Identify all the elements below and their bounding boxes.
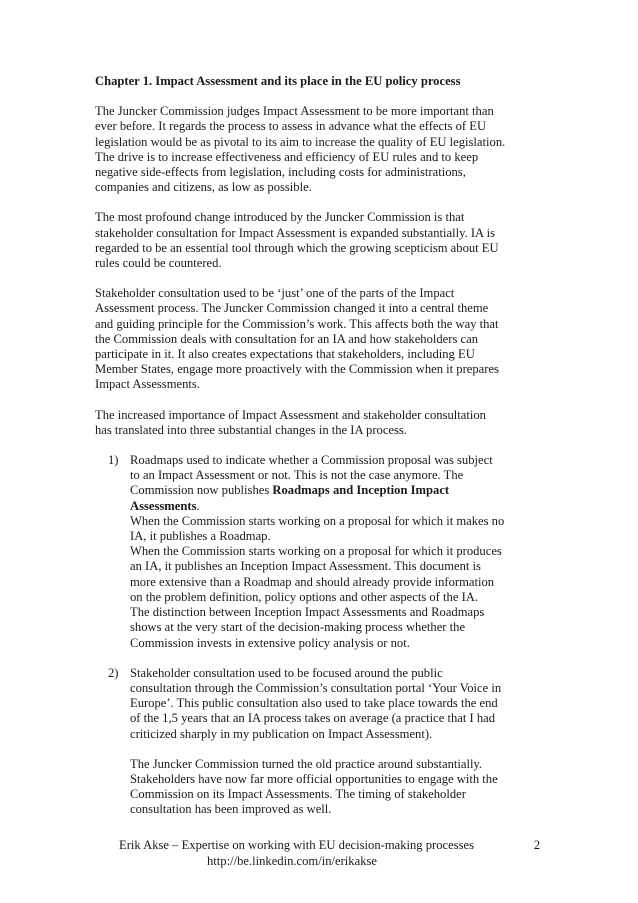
- paragraph-1: [95, 104, 550, 195]
- paragraph-line: The Juncker Commission judges Impact Assessment to be more important than: [95, 104, 494, 119]
- list-line: Stakeholder consultation used to be focused around the public: [130, 665, 443, 680]
- paragraph-line: rules could be countered.: [95, 256, 222, 271]
- list-text: Commission now publishes: [130, 483, 273, 498]
- list-line: Roadmaps used to indicate whether a Commission proposal was subject: [130, 453, 493, 468]
- paragraph-line: The most profound change introduced by the Juncker Commission is that: [95, 210, 465, 225]
- list-line: When the Commission starts working on a proposal for which it produces: [130, 544, 502, 559]
- paragraph-line: companies and citizens, as low as possible.: [95, 180, 312, 195]
- changes-list: [95, 453, 550, 817]
- list-line: The distinction between Inception Impact Assessments and Roadmaps: [130, 605, 485, 620]
- list-line: [130, 483, 550, 498]
- page-number: 2: [533, 838, 540, 852]
- paragraph-line: The increased importance of Impact Assessment and stakeholder consultation: [95, 407, 486, 422]
- paragraph-line: and guiding principle for the Commission’s work. This affects both the way that: [95, 316, 499, 331]
- list-line: an IA, it publishes an Inception Impact Assessment. This document is: [130, 559, 481, 574]
- paragraph-line: has translated into three substantial changes in the IA process.: [95, 422, 407, 437]
- list-line: of the 1,5 years that an IA process takes on average (a practice that I had: [130, 711, 496, 726]
- list-line: more extensive than a Roadmap and should already provide information: [130, 574, 495, 589]
- paragraph-gap: [130, 742, 550, 757]
- list-line: to an Impact Assessment or not. This is not the case anymore. The: [130, 468, 464, 483]
- paragraph-line: The drive is to increase effectiveness and efficiency of EU rules and to keep: [95, 149, 479, 164]
- list-line: consultation has been improved as well.: [130, 802, 332, 817]
- footer-author: Erik Akse – Expertise on working with EU decision-making processes: [119, 838, 475, 852]
- list-line: consultation through the Commission’s consultation portal ‘Your Voice in: [130, 680, 502, 695]
- paragraph-3: [95, 286, 550, 392]
- list-text: .: [196, 498, 200, 513]
- list-line: Commission on its Impact Assessments. The timing of stakeholder: [130, 787, 466, 802]
- paragraph-line: negative side-effects from legislation, including costs for administrations,: [95, 165, 466, 180]
- list-line: Stakeholders have now far more official opportunities to engage with the: [130, 771, 498, 786]
- paragraph-line: Assessment process. The Juncker Commission changed it into a central theme: [95, 301, 489, 316]
- list-number: 1): [108, 453, 119, 468]
- paragraph-2: [95, 210, 550, 271]
- chapter-heading: Chapter 1. Impact Assessment and its place in the EU policy process: [95, 74, 461, 88]
- paragraph-line: legislation would be as pivotal to its aim to increase the quality of EU legislation.: [95, 134, 506, 149]
- paragraph-line: stakeholder consultation for Impact Assessment is expanded substantially. IA is: [95, 225, 496, 240]
- page-content: [95, 74, 550, 833]
- list-number: 2): [108, 665, 119, 680]
- paragraph-line: ever before. It regards the process to assess in advance what the effects of EU: [95, 119, 487, 134]
- list-item: [95, 666, 550, 818]
- list-line: [130, 499, 550, 514]
- paragraph-line: regarded to be an essential tool through which the growing scepticism about EU: [95, 240, 499, 255]
- paragraph-line: Impact Assessments.: [95, 377, 200, 392]
- bold-term: Roadmaps and Inception Impact: [272, 483, 450, 498]
- list-line: Europe’. This public consultation also used to take place towards the end: [130, 696, 498, 711]
- bold-term: Assessments: [130, 498, 197, 513]
- paragraph-line: Stakeholder consultation used to be ‘just’ one of the parts of the Impact: [95, 286, 455, 301]
- list-item: [95, 453, 550, 651]
- page-footer: [95, 837, 550, 869]
- list-line: IA, it publishes a Roadmap.: [130, 529, 271, 544]
- list-line: The Juncker Commission turned the old practice around substantially.: [130, 756, 483, 771]
- list-line: Commission invests in extensive policy analysis or not.: [130, 635, 410, 650]
- footer-link[interactable]: http://be.linkedin.com/in/erikakse: [207, 854, 377, 868]
- paragraph-line: the Commission deals with consultation for an IA and how stakeholders can: [95, 331, 478, 346]
- list-line: criticized sharply in my publication on Impact Assessment).: [130, 726, 433, 741]
- paragraph-4: [95, 408, 550, 438]
- list-line: on the problem definition, policy options and other aspects of the IA.: [130, 589, 479, 604]
- list-line: When the Commission starts working on a proposal for which it makes no: [130, 513, 505, 528]
- list-line: shows at the very start of the decision-making process whether the: [130, 620, 466, 635]
- paragraph-line: participate in it. It also creates expectations that stakeholders, including EU: [95, 347, 475, 362]
- paragraph-line: Member States, engage more proactively with the Commission when it prepares: [95, 362, 499, 377]
